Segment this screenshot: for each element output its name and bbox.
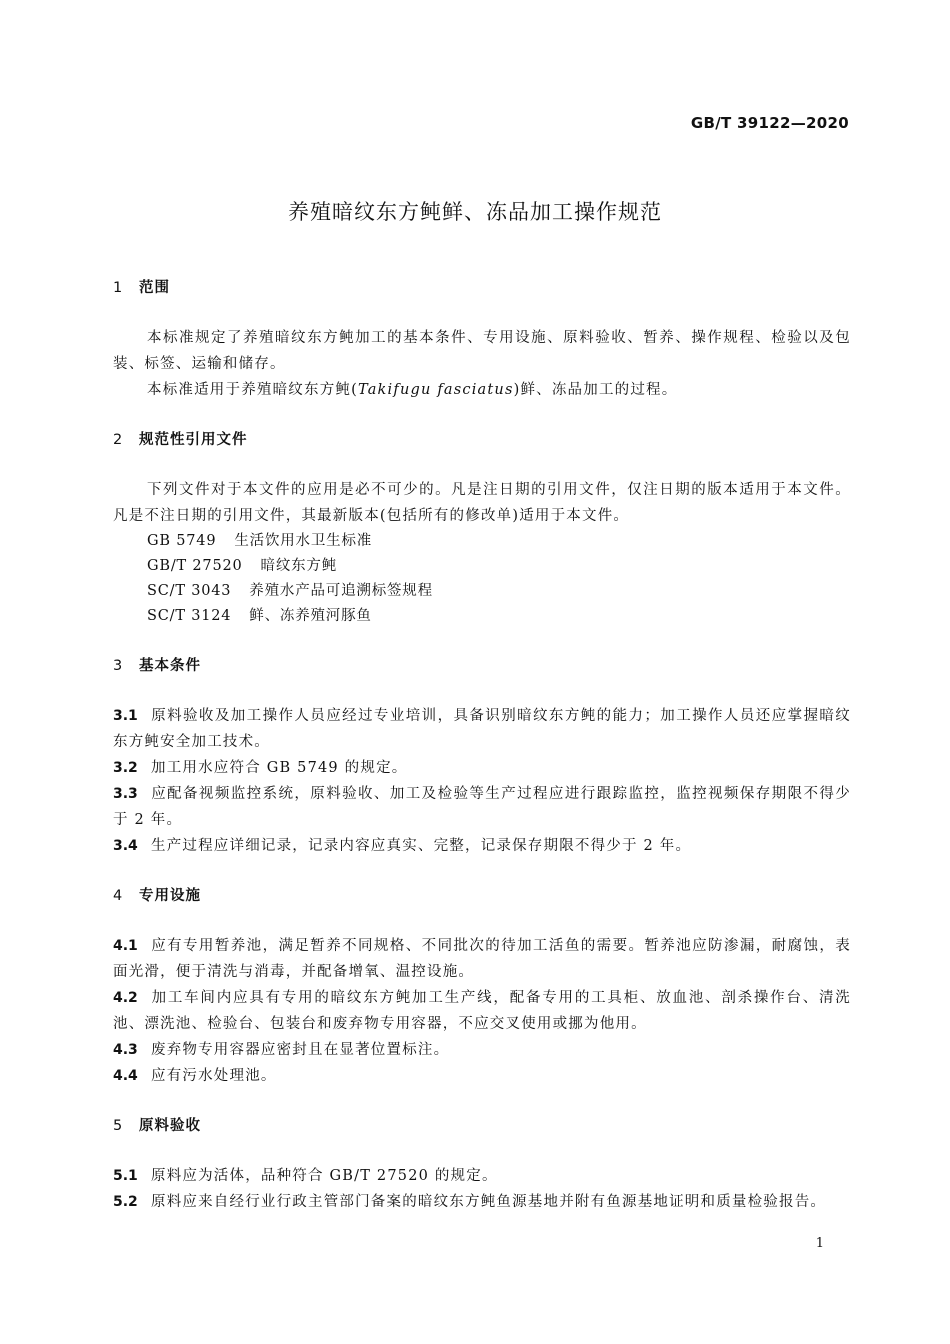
clause-text: 加工用水应符合 GB 5749 的规定。	[151, 760, 408, 776]
section-title: 原料验收	[139, 1118, 201, 1134]
clause-text: 生产过程应详细记录，记录内容应真实、完整，记录保存期限不得少于 2 年。	[151, 838, 692, 854]
clause-4-2	[113, 985, 851, 1037]
text-run: )鲜、冻品加工的过程。	[513, 382, 678, 398]
clause-text: 原料验收及加工操作人员应经过专业培训，具备识别暗纹东方鲀的能力；加工操作人员还应掌握暗纹东方鲀安全加工技术。	[113, 708, 851, 750]
section-title: 规范性引用文件	[139, 432, 248, 448]
scope-paragraph-2	[113, 377, 851, 403]
clause-4-3	[113, 1037, 851, 1063]
section-number: 1	[113, 280, 123, 296]
reference-title: 暗纹东方鲀	[260, 558, 338, 574]
section-heading-2	[113, 429, 851, 451]
clause-number: 3.2	[113, 760, 138, 776]
clause-text: 原料应为活体，品种符合 GB/T 27520 的规定。	[151, 1168, 498, 1184]
clause-text: 应配备视频监控系统，原料验收、加工及检验等生产过程应进行跟踪监控，监控视频保存期限不得少于 2 年。	[113, 786, 851, 828]
clause-number: 5.1	[113, 1168, 138, 1184]
clause-3-2	[113, 755, 851, 781]
clause-text: 废弃物专用容器应密封且在显著位置标注。	[151, 1042, 450, 1058]
section-heading-3	[113, 655, 851, 677]
clause-number: 3.1	[113, 708, 138, 724]
clause-number: 4.3	[113, 1042, 138, 1058]
document-body	[113, 277, 851, 1215]
section-number: 2	[113, 432, 123, 448]
clause-number: 4.1	[113, 938, 138, 954]
clause-text: 应有污水处理池。	[151, 1068, 277, 1084]
clause-number: 5.2	[113, 1194, 138, 1210]
clause-text: 原料应来自经行业行政主管部门备案的暗纹东方鲀鱼源基地并附有鱼源基地证明和质量检验报告。	[151, 1194, 827, 1210]
reference-title: 鲜、冻养殖河豚鱼	[249, 608, 372, 624]
section-title: 范围	[139, 280, 170, 296]
section-title: 基本条件	[139, 658, 201, 674]
clause-number: 4.4	[113, 1068, 138, 1084]
reference-item	[147, 529, 851, 554]
references-intro: 下列文件对于本文件的应用是必不可少的。凡是注日期的引用文件，仅注日期的版本适用于本文件。凡是不注日期的引用文件，其最新版本(包括所有的修改单)适用于本文件。	[113, 482, 851, 524]
clause-text: 加工车间内应具有专用的暗纹东方鲀加工生产线，配备专用的工具柜、放血池、剖杀操作台、清洗池、漂洗池、检验台、包装台和废弃物专用容器，不应交叉使用或挪为他用。	[113, 990, 851, 1032]
clause-4-4	[113, 1063, 851, 1089]
standard-code: GB/T 39122—2020	[690, 114, 849, 132]
reference-item	[147, 604, 851, 629]
clause-5-1	[113, 1163, 851, 1189]
reference-item	[147, 579, 851, 604]
clause-number: 3.4	[113, 838, 138, 854]
clause-3-3	[113, 781, 851, 833]
reference-code: GB/T 27520	[147, 558, 243, 574]
clause-5-2	[113, 1189, 851, 1215]
scope-paragraph-1: 本标准规定了养殖暗纹东方鲀加工的基本条件、专用设施、原料验收、暂养、操作规程、检验以及包装、标签、运输和储存。	[113, 330, 851, 372]
section-number: 4	[113, 888, 123, 904]
section-title: 专用设施	[139, 888, 201, 904]
reference-item	[147, 554, 851, 579]
section-number: 5	[113, 1118, 123, 1134]
clause-number: 4.2	[113, 990, 138, 1006]
document-title: 养殖暗纹东方鲀鲜、冻品加工操作规范	[288, 200, 662, 224]
page-number: 1	[815, 1236, 824, 1251]
reference-title: 生活饮用水卫生标准	[234, 533, 373, 549]
clause-text: 应有专用暂养池，满足暂养不同规格、不同批次的待加工活鱼的需要。暂养池应防渗漏，耐腐蚀，表面光滑，便于清洗与消毒，并配备增氧、温控设施。	[113, 938, 851, 980]
section-number: 3	[113, 658, 123, 674]
section-heading-5	[113, 1115, 851, 1137]
clause-number: 3.3	[113, 786, 138, 802]
section-heading-1	[113, 277, 851, 299]
clause-4-1	[113, 933, 851, 985]
reference-code: GB 5749	[147, 533, 217, 549]
latin-species-name: Takifugu fasciatus	[357, 382, 514, 398]
clause-3-4	[113, 833, 851, 859]
reference-code: SC/T 3043	[147, 583, 232, 599]
reference-code: SC/T 3124	[147, 608, 232, 624]
section-heading-4	[113, 885, 851, 907]
clause-3-1	[113, 703, 851, 755]
text-run: 本标准适用于养殖暗纹东方鲀(	[147, 382, 358, 398]
reference-title: 养殖水产品可追溯标签规程	[249, 583, 433, 599]
